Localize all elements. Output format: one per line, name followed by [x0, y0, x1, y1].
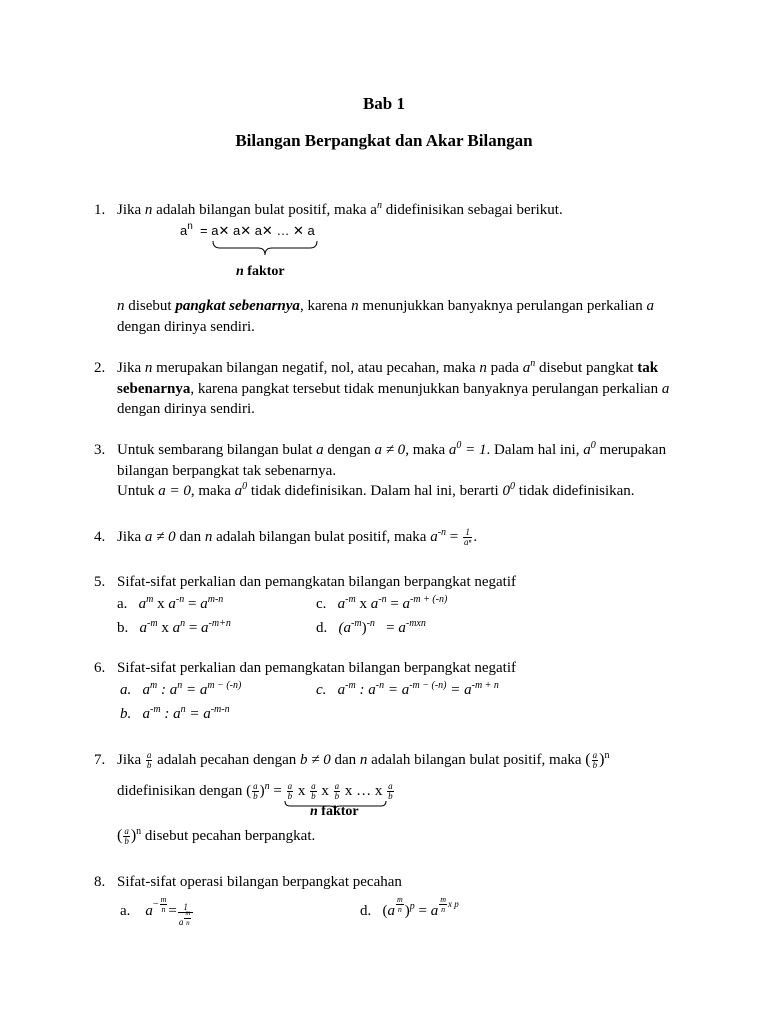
brace-label: n faktor	[310, 804, 359, 819]
item-1-paragraph-line-1: n disebut pangkat sebenarnya, karena n menunjukkan banyaknya perulangan perkalian a	[117, 298, 654, 314]
item-2-line-1: Jika n merupakan bilangan negatif, nol, atau pecahan, maka n pada $a^n$ disebut pangkat tak	[117, 358, 659, 376]
property-6a: a. $a^m$ : $a^n = a^{m - (-n)}$	[120, 680, 242, 698]
item-number: 5.	[94, 574, 106, 590]
item-number: 1.	[94, 202, 106, 218]
item-6-heading: Sifat-sifat perkalian dan pemangkatan bilangan berpangkat negatif	[117, 660, 517, 676]
item-number: 7.	[94, 752, 106, 768]
item-8-heading: Sifat-sifat operasi bilangan berpangkat pecahan	[117, 874, 402, 890]
property-5b: b. $a^{-m}$ x $a^n = a^{-m+n}$	[117, 618, 231, 636]
definition-formula: $a^n$ = a✕ a✕ a✕ … ✕ a	[180, 221, 315, 238]
item-4-line-1: Jika a ≠ 0 dan n adalah bilangan bulat positif, maka $a^{-n}$ = $\frac{1}{\text{aⁿ}}$ .	[117, 527, 478, 548]
property-8d: d. (a $^{\frac{m}{n}}$ )$^p$ = a $^{\frac{m}{n} x p}$	[360, 895, 459, 919]
property-5a: a. $a^m$ x $a^{-n} = a^{m-n}$	[117, 594, 224, 612]
fraction-one-over-a-n: $\frac{1}{\text{aⁿ}}$	[464, 527, 472, 548]
page-title: Bilangan Berpangkat dan Akar Bilangan	[235, 131, 533, 150]
underbrace	[212, 240, 318, 258]
item-7-line-1: Jika $\frac{a}{b}$ adalah pecahan dengan b ≠ 0 dan n adalah bilangan bulat positif, maka ( $\frac{a}{b}$ )$^n$	[117, 750, 610, 771]
item-3-line-1: Untuk sembarang bilangan bulat a dengan a ≠ 0, maka $a^0 = 1$. Dalam hal ini, $a^0$ merupakan	[117, 440, 667, 458]
item-3-line-2: bilangan berpangkat tak sebenarnya.	[117, 463, 337, 479]
item-number: 8.	[94, 874, 106, 890]
property-6b: b. $a^{-m}$ : $a^n = a^{-m-n}$	[120, 704, 230, 722]
item-number: 4.	[94, 529, 106, 545]
item-number: 6.	[94, 660, 106, 676]
item-3-line-3: Untuk a = 0, maka $a^0$ tidak didefinisikan. Dalam hal ini, berarti $0^0$ tidak didefinisikan.	[117, 481, 635, 499]
fraction-a-over-b: $\frac{a}{b}$	[146, 750, 152, 771]
property-6c: c. $a^{-m}$ : $a^{-n} = a^{-m - (-n)} = a^{-m + n}$	[316, 680, 499, 698]
item-1-line-1: Jika n adalah bilangan bulat positif, maka $a^n$ didefinisikan sebagai berikut.	[117, 200, 563, 218]
item-1-paragraph-line-2: dengan dirinya sendiri.	[117, 319, 255, 335]
property-8a: a. $a^{- \frac{m}{n}}$ = 1 a $^{\frac{m}{n}}$	[120, 902, 194, 932]
item-2-line-2: sebenarnya, karena pangkat tersebut tidak menunjukkan banyaknya perulangan perkalian a	[117, 381, 670, 397]
item-number: 2.	[94, 360, 106, 376]
item-7-line-2: didefinisikan dengan ( $\frac{a}{b}$ )$^n$ = $\frac{a}{b}$ x $\frac{a}{b}$ x $\frac{a}{b}$ x … x $\frac{a}{b}$	[117, 781, 393, 802]
item-2-line-3: dengan dirinya sendiri.	[117, 401, 255, 417]
property-5d: d. $(a^{-m})^{-n} = a^{-mxn}$	[316, 618, 426, 636]
item-number: 3.	[94, 442, 106, 458]
chapter-heading: Bab 1	[362, 94, 406, 113]
item-7-line-3: ( $\frac{a}{b}$ )$^n$ disebut pecahan berpangkat.	[117, 826, 316, 847]
item-5-heading: Sifat-sifat perkalian dan pemangkatan bilangan berpangkat negatif	[117, 574, 517, 590]
brace-label: n faktor	[236, 264, 285, 279]
property-5c: c. $a^{-m}$ x $a^{-n} = a^{-m + (-n)}$	[316, 594, 448, 612]
